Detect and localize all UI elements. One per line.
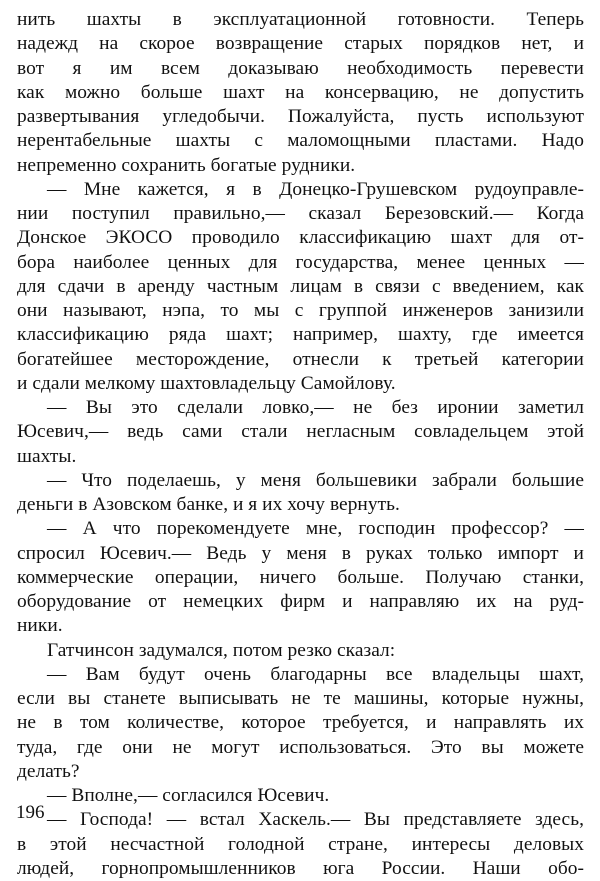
text-line: шахты. bbox=[17, 445, 77, 467]
text-line: оборудование от немецких фирм и направляю их на руд- bbox=[17, 591, 584, 612]
text-line: — Господа! — встал Хаскель.— Вы представляете здесь, bbox=[47, 809, 584, 831]
text-line: Юсевич,— ведь сами стали негласным совладельцем этой bbox=[17, 421, 584, 443]
text-line: не в том количестве, которое требуется, и направлять их bbox=[17, 712, 584, 734]
text-line: бора наиболее ценных для государства, менее ценных — bbox=[17, 251, 584, 273]
text-line: деньги в Азовском банке, и я их хочу вернуть. bbox=[17, 494, 400, 515]
text-line: как можно больше шахт на консервацию, не допустить bbox=[17, 81, 584, 103]
book-page-text bbox=[17, 8, 584, 881]
text-line: туда, где они не могут использоваться. Это вы можете bbox=[17, 736, 584, 758]
text-line: — А что порекомендуете мне, господин профессор? — bbox=[47, 518, 584, 540]
text-line: они называют, нэпа, то мы с группой инженеров занизили bbox=[17, 300, 584, 321]
text-line: людей, горнопромышленников юга России. Наши обо- bbox=[17, 857, 584, 879]
text-line: в этой несчастной голодной стране, интересы деловых bbox=[17, 833, 584, 855]
text-line: — Мне кажется, я в Донецко-Грушевском рудоуправле- bbox=[47, 178, 584, 200]
text-line: надежд на скорое возвращение старых порядков нет, и bbox=[17, 33, 584, 55]
text-line: — Что поделаешь, у меня большевики забрали большие bbox=[47, 469, 584, 491]
text-line: развертывания угледобычи. Пожалуйста, пусть используют bbox=[17, 106, 584, 127]
text-line: для сдачи в аренду частным лицам в связи с введением, как bbox=[17, 275, 584, 297]
text-line: вот я им всем доказываю необходимость перевести bbox=[17, 57, 584, 79]
text-line: коммерческие операции, ничего больше. Получаю станки, bbox=[17, 566, 584, 588]
text-line: спросил Юсевич.— Ведь у меня в руках только импорт и bbox=[17, 542, 584, 564]
text-line: делать? bbox=[17, 760, 80, 782]
text-line: — Вполне,— согласился Юсевич. bbox=[47, 785, 330, 806]
text-line: нить шахты в эксплуатационной готовности. Теперь bbox=[17, 9, 584, 30]
text-line: и сдали мелкому шахтовладельцу Самойлову. bbox=[17, 372, 396, 394]
text-line: нерентабельные шахты с маломощными пластами. Надо bbox=[17, 130, 584, 152]
text-line: богатейшее месторождение, отнесли к третьей категории bbox=[17, 348, 584, 370]
text-line: непременно сохранить богатые рудники. bbox=[17, 154, 356, 176]
text-line: — Вам будут очень благодарны все владельцы шахт, bbox=[47, 663, 584, 685]
page-number: 196 bbox=[16, 802, 45, 823]
text-line: если вы станете выписывать не те машины, которые нужны, bbox=[17, 688, 584, 709]
text-line: классификацию ряда шахт; например, шахту, где имеется bbox=[17, 324, 584, 346]
text-line: ники. bbox=[17, 615, 63, 637]
text-line: — Вы это сделали ловко,— не без иронии заметил bbox=[47, 397, 584, 418]
text-line: Гатчинсон задумался, потом резко сказал: bbox=[47, 639, 396, 661]
text-line: Донское ЭКОСО проводило классификацию шахт для от- bbox=[17, 227, 584, 249]
text-line: нии поступил правильно,— сказал Березовский.— Когда bbox=[17, 203, 584, 224]
